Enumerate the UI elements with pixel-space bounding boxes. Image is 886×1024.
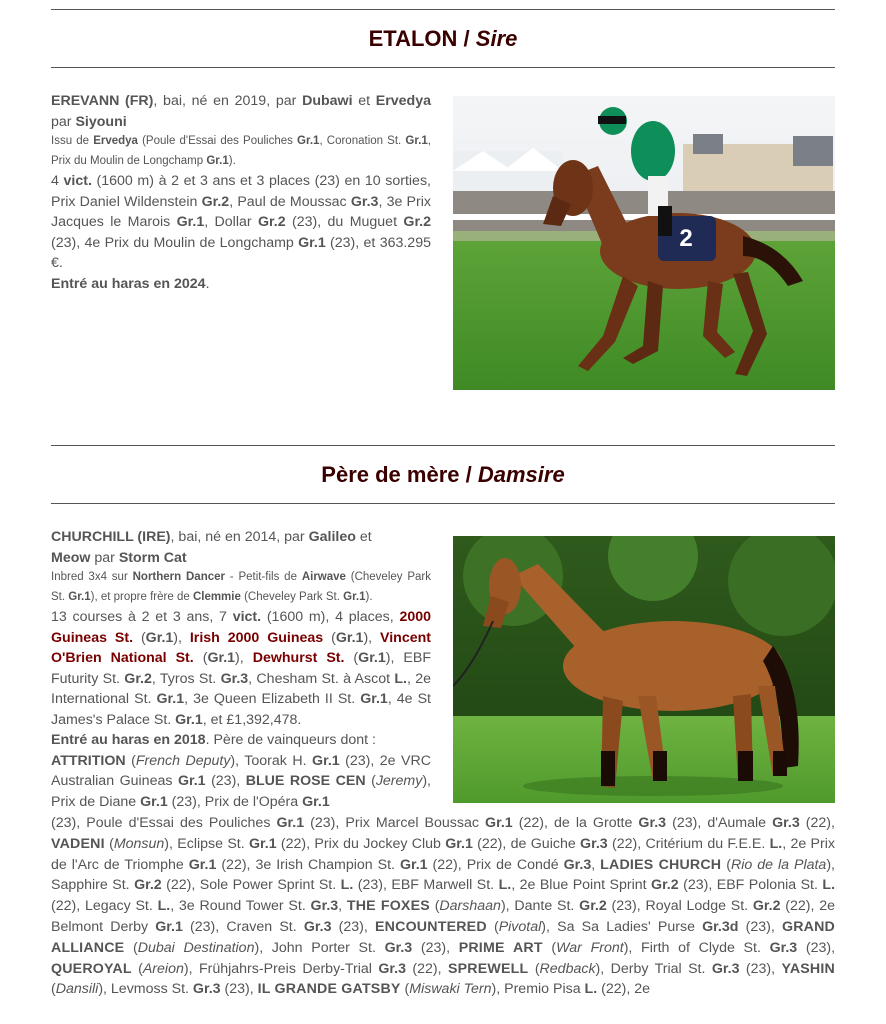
damsire-title-divider (51, 503, 835, 504)
damsire-title-main: Père de mère / (321, 462, 478, 487)
sire-race-record: 4 vict. (1600 m) à 2 et 3 ans et 3 places (23) en 10 sorties, Prix Daniel Wildenstein Gr.2, Paul de Moussac Gr.3, 3e Prix Jacques le Marois Gr.1, Dollar Gr.2 (23), du Muguet Gr.2 (23), 4e Prix du Moulin de Longchamp Gr.1 (23), et 363.295 €. (51, 173, 432, 271)
sire-issue-note: Issu de Ervedya (Poule d'Essai des Pouliches Gr.1, Coronation St. Gr.1, Prix du Moulin de Longchamp Gr.1). (51, 135, 431, 167)
sire-description: EREVANN (FR), bai, né en 2019, par Dubawi et Ervedya par Siyouni Issu de Ervedya (Poule d'Essai des Pouliches Gr.1, Coronation St. Gr.1, Prix du Moulin de Longchamp Gr.1). 4 vict. (1600 m) à 2 et 3 ans et 3 places (23) en 10 sorties, Prix Daniel Wildenstein Gr.2, Paul de Moussac Gr.3, 3e Prix Jacques le Marois Gr.1, Dollar Gr.2 (23), du Muguet Gr.2 (23), 4e Prix du Moulin de Longchamp Gr.1 (23), et 363.295 €. Entré au haras en 2024. (51, 93, 432, 292)
winner-il-grande-gatsby: IL GRANDE GATSBY (257, 981, 401, 998)
winner-the-foxes: THE FOXES (346, 898, 430, 915)
winner-prime-art: PRIME ART (458, 939, 543, 956)
damsire-mother: Meow (51, 549, 91, 566)
damsire-title-italic: Damsire (477, 462, 565, 487)
winner-grand-alliance: GRAND ALLIANCE (51, 918, 835, 956)
sire-father: Dubawi (302, 93, 353, 109)
sire-photo (453, 96, 835, 390)
winner-blue-rose-cen: BLUE ROSE CEN (245, 773, 366, 789)
winner-sprewell: SPREWELL (447, 960, 529, 977)
damsire-divider (51, 445, 835, 446)
sire-stud-entry: Entré au haras en 2024 (51, 275, 206, 292)
sire-name: EREVANN (FR) (51, 93, 154, 109)
damsire-progeny-list: (23), Poule d'Essai des Pouliches Gr.1 (23), Prix Marcel Boussac Gr.1 (22), de la Grotte Gr.3 (23), d'Aumale Gr.3 (22), VADENI (Monsun), Eclipse St. Gr.1 (22), Prix du Jockey Club Gr.1 (22), de Guiche Gr.3 (22), Critérium du F.E.E. L., 2e Prix de l'Arc de Triomphe Gr.1 (22), 3e Irish Champion St. Gr.1 (22), Prix de Condé Gr.3, LADIES CHURCH (Rio de la Plata), Sapphire St. Gr.2 (22), Sole Power Sprint St. L. (23), EBF Marwell St. L., 2e Blue Point Sprint Gr.2 (23), EBF Polonia St. L. (22), Legacy St. L., 3e Round Tower St. Gr.3, THE FOXES (Darshaan), Dante St. Gr.2 (23), Royal Lodge St. Gr.2 (22), 2e Belmont Derby Gr.1 (23), Craven St. Gr.3 (23), ENCOUNTERED (Pivotal), Sa Sa Ladies' Purse Gr.3d (23), GRAND ALLIANCE (Dubai Destination), John Porter St. Gr.3 (23), PRIME ART (War Front), Firth of Clyde St. Gr.3 (23), QUEROYAL (Areion), Frühjahrs-Preis Derby-Trial Gr.3 (22), SPREWELL (Redback), Derby Trial St. Gr.3 (23), YASHIN (Dansili), Levmoss St. Gr.3 (23), IL GRANDE GATSBY (Miswaki Tern), Premio Pisa L. (22), 2e (51, 815, 836, 998)
winner-encountered: ENCOUNTERED (375, 918, 487, 935)
race-link-2000-guineas[interactable]: 2000 Guineas St. (51, 609, 432, 646)
sire-section-title (51, 26, 835, 52)
damsire-description: CHURCHILL (IRE), bai, né en 2014, par Galileo et Meow par Storm Cat Inbred 3x4 sur Northern Dancer - Petit-fils de Airwave (Cheveley Park St. Gr.1), et propre frère de Clemmie (Cheveley Park St. Gr.1). 13 courses à 2 et 3 ans, 7 vict. (1600 m), 4 places, 2000 Guineas St. (Gr.1), Irish 2000 Guineas (Gr.1), Vincent O'Brien National St. (Gr.1), Dewhurst St. (Gr.1), EBF Futurity St. Gr.2, Tyros St. Gr.3, Chesham St. à Ascot L., 2e International St. Gr.1, 3e Queen Elizabeth II St. Gr.1, 4e St James's Palace St. Gr.1, et £1,392,478. Entré au haras en 2018. Père de vainqueurs dont : ATTRITION (French Deputy), Toorak H. Gr.1 (23), 2e VRC Australian Guineas Gr.1 (23), BLUE ROSE CEN (Jeremy), Prix de Diane Gr.1 (23), Prix de l'Opéra Gr.1 (51, 529, 432, 810)
winner-attrition: ATTRITION (51, 752, 126, 769)
race-link-dewhurst[interactable]: Dewhurst St. (252, 650, 345, 666)
damsire-stud-entry: Entré au haras en 2018 (51, 732, 206, 748)
damsire-race-record: 13 courses à 2 et 3 ans, 7 vict. (1600 m), 4 places, 2000 Guineas St. (Gr.1), Irish 2000 Guineas (Gr.1), Vincent O'Brien National St. (Gr.1), Dewhurst St. (Gr.1), EBF Futurity St. Gr.2, Tyros St. Gr.3, Chesham St. à Ascot L., 2e International St. Gr.1, 3e Queen Elizabeth II St. Gr.1, 4e St James's Palace St. Gr.1, et £1,392,478. (51, 609, 432, 728)
sire-mother: Ervedya (375, 93, 432, 109)
damsire-photo (453, 536, 835, 803)
race-link-irish-2000-guineas[interactable]: Irish 2000 Guineas (189, 629, 324, 646)
damsire-section-title (51, 462, 835, 488)
winner-yashin: YASHIN (781, 960, 835, 977)
sire-title-italic: Sire (475, 26, 518, 51)
sire-title-main: ETALON / (368, 26, 476, 51)
winner-ladies-church: LADIES CHURCH (600, 856, 722, 873)
winner-vadeni: VADENI (51, 835, 105, 852)
damsire-inbred-note: Inbred 3x4 sur Northern Dancer - Petit-fils de Airwave (Cheveley Park St. Gr.1), et propre frère de Clemmie (Cheveley Park St. Gr.1). (51, 571, 431, 603)
winner-queroyal: QUEROYAL (51, 960, 132, 977)
damsire-grandsire: Storm Cat (118, 549, 187, 566)
damsire-name: CHURCHILL (IRE) (51, 529, 171, 545)
race-link-national-stakes[interactable]: Vincent O'Brien National St. (51, 629, 432, 666)
svg-text:2: 2 (679, 225, 693, 252)
top-divider (51, 9, 835, 10)
damsire-father: Galileo (308, 529, 356, 545)
damsire-progeny-start: ATTRITION (French Deputy), Toorak H. Gr.1 (23), 2e VRC Australian Guineas Gr.1 (23), BLUE ROSE CEN (Jeremy), Prix de Diane Gr.1 (23), Prix de l'Opéra Gr.1 (51, 752, 431, 810)
sire-grandsire: Siyouni (75, 113, 127, 130)
sire-title-divider (51, 67, 835, 68)
